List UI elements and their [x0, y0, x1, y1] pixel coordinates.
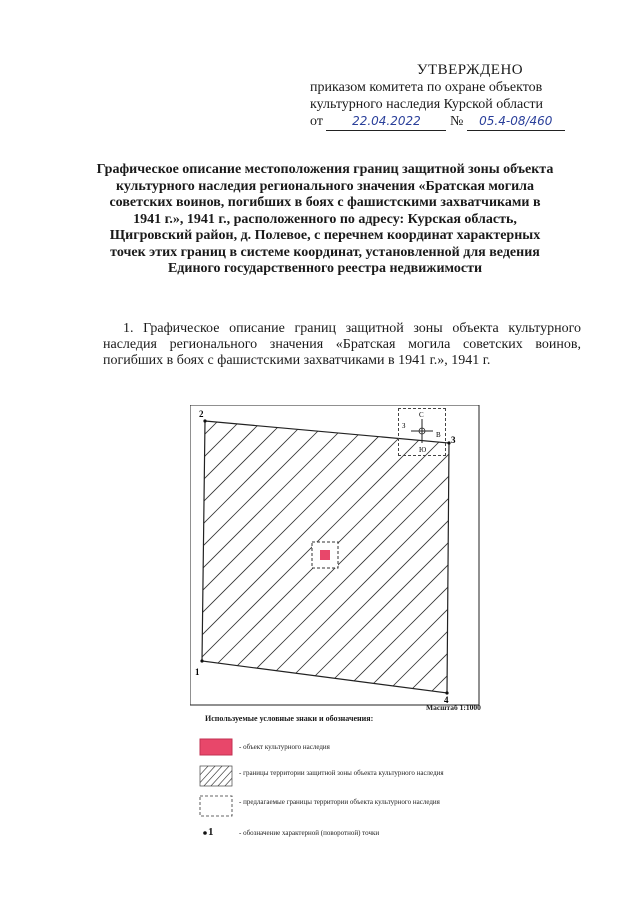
legend-text-zone: - границы территории защитной зоны объекта культурного наследия [239, 769, 444, 777]
legend-text-proposed: - предлагаемые границы территории объекта культурного наследия [239, 798, 440, 806]
point-marker-1 [200, 659, 203, 662]
point-marker-icon [199, 826, 233, 840]
hatch-line [190, 405, 234, 705]
legend-point-label: 1 [208, 826, 214, 838]
point-label-3: 3 [451, 435, 456, 445]
document-title: Графическое описание местоположения границ защитной зоны объекта культурного наследия регионального значения «Братская могила советских воинов, погибших в боях с фашистскими захватчиками в 1941 г.», 1941 г., расположенного по адресу: Курская область, Щигровский район, д. Полевое, с перечнем координат характерных точек этих границ в системе координат, установленной для ведения Единого государственного реестра недвижимости [96, 162, 554, 276]
approval-date: 22.04.2022 [326, 113, 446, 131]
legend-title: Используемые условные знаки и обозначения: [205, 714, 374, 723]
compass-east: В [436, 431, 441, 439]
legend-item-object [199, 738, 479, 758]
approval-number: 05.4-08/460 [467, 113, 565, 131]
compass-north: С [419, 411, 424, 419]
compass-south: Ю [419, 446, 427, 454]
point-marker-2 [203, 419, 206, 422]
heritage-object [320, 550, 330, 560]
legend-text-object: - объект культурного наследия [239, 743, 330, 751]
hatch-line [190, 405, 322, 705]
legend-item-point [199, 826, 479, 840]
dashed-swatch-icon [199, 795, 233, 817]
legend-item-proposed [199, 795, 479, 817]
hatch-line [462, 405, 480, 705]
hatch-swatch-icon [199, 765, 233, 787]
north-arrow-icon [398, 408, 446, 456]
number-label: № [449, 114, 464, 129]
approval-block [310, 62, 610, 131]
paragraph-text: 1. Графическое описание границ защитной зоны объекта культурного наследия регионального значения «Братская могила советских воинов, погибших в боях с фашистскими захватчиками в 1941 г.», 1941 г. [103, 321, 581, 368]
map-scale: Масштаб 1:1000 [426, 703, 481, 712]
approval-line-1: приказом комитета по охране объектов [310, 80, 543, 95]
point-label-4: 4 [444, 695, 449, 705]
legend-item-zone [199, 765, 479, 787]
hatch-line [190, 405, 388, 705]
section-paragraph [103, 321, 581, 369]
hatch-line [190, 405, 256, 705]
compass-west: З [402, 422, 406, 430]
point-label-1: 1 [195, 667, 200, 677]
hatch-line [190, 405, 300, 705]
hatch-line [440, 405, 480, 705]
object-swatch-icon [199, 738, 233, 756]
approval-heading: УТВЕРЖДЕНО [416, 62, 524, 78]
hatch-line [190, 405, 366, 705]
legend-text-point: - обозначение характерной (поворотной) точки [239, 829, 380, 837]
point-label-2: 2 [199, 409, 204, 419]
approval-date-line [310, 113, 610, 131]
approval-line-2: культурного наследия Курской области [310, 97, 544, 112]
hatch-line [190, 405, 410, 705]
hatch-line [190, 405, 432, 705]
from-label: от [310, 114, 323, 129]
